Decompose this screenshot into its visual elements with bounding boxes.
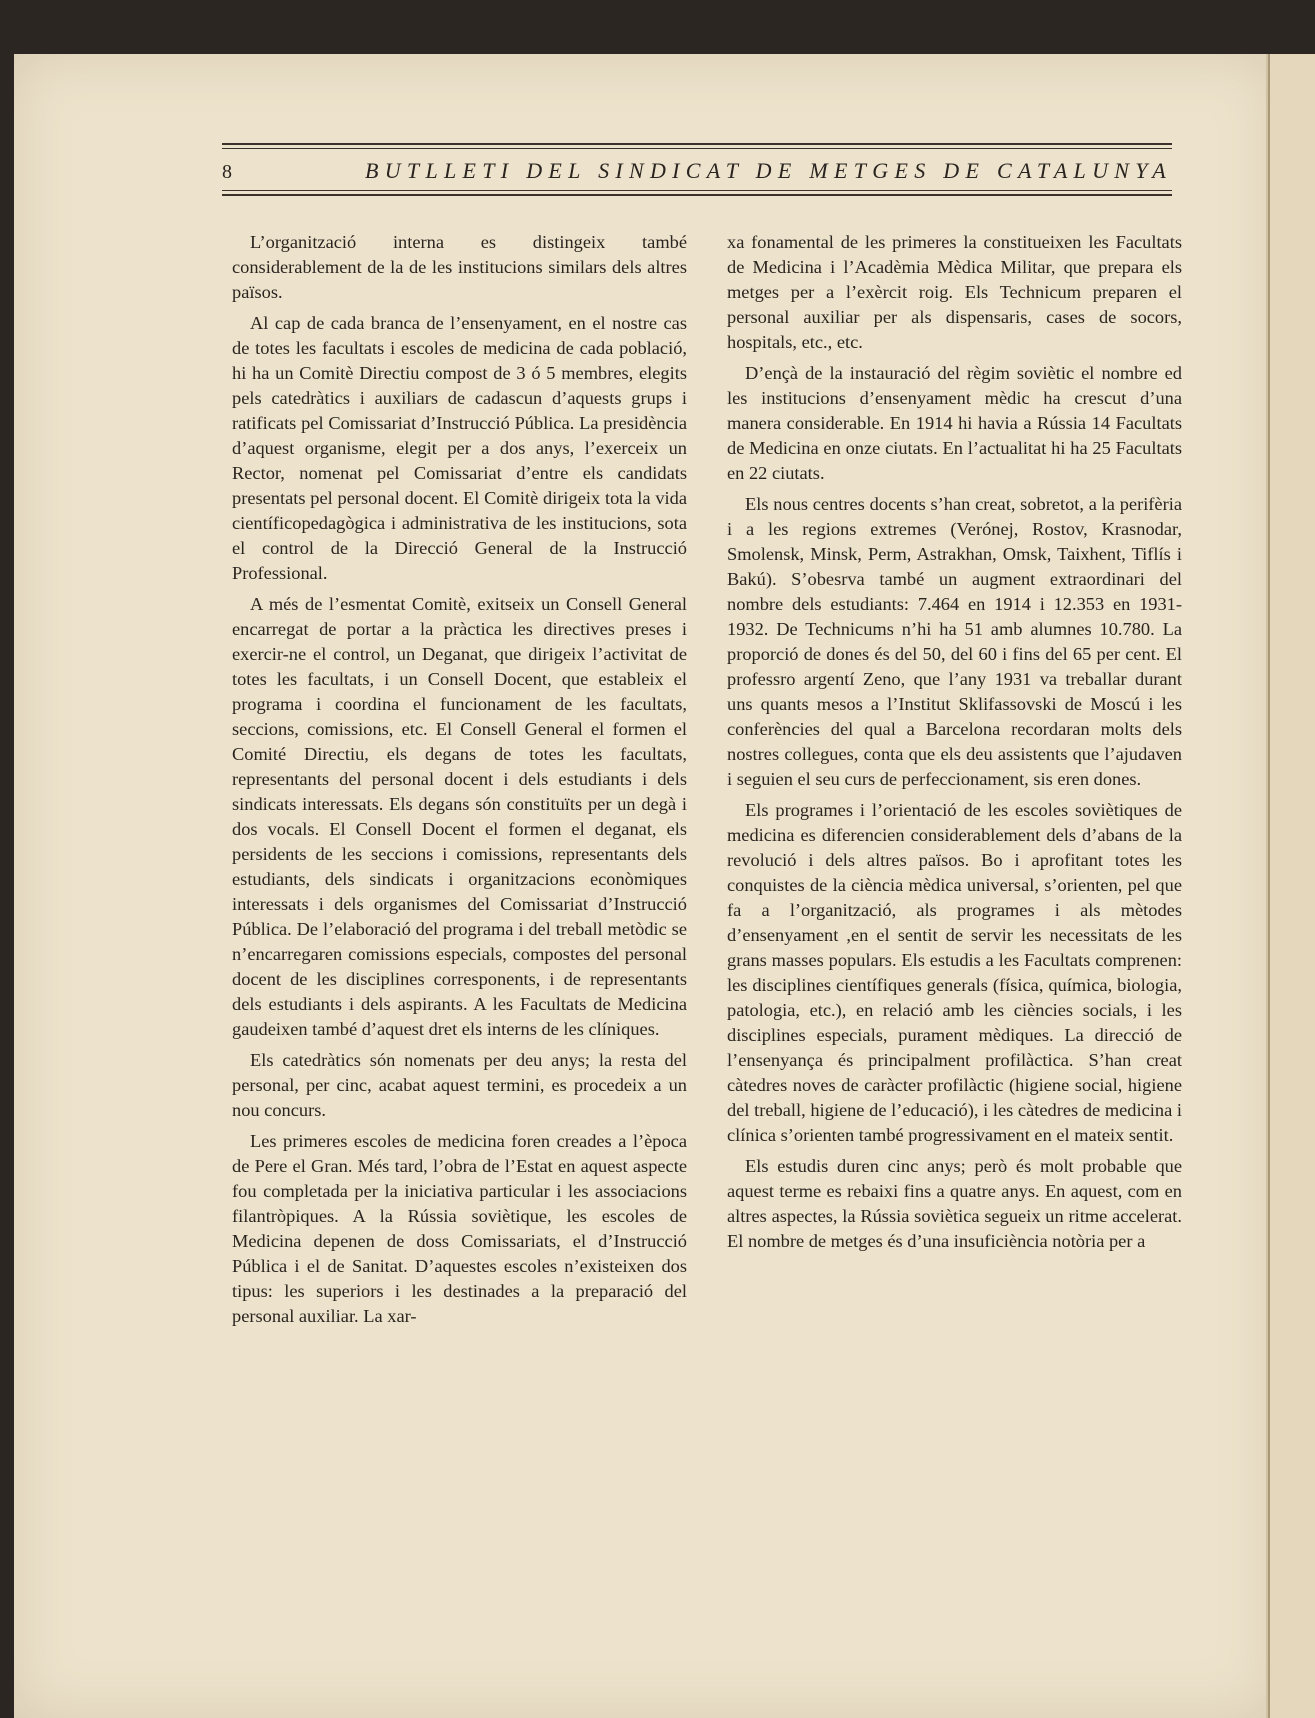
running-header	[222, 143, 1172, 199]
paragraph: Els nous centres docents s’han creat, sobretot, a la perifèria i a les regions extremes (Verónej, Rostov, Krasnodar, Smolensk, Minsk, Perm, Astrakhan, Omsk, Taixhent, Tiflís i Bakú). S’obesrva també un augment extraordinari del nombre dels estudiants: 7.464 en 1914 i 12.353 en 1931-1932. De Technicums n’hi ha 51 amb alumnes 10.780. La proporció de dones és del 50, del 60 i fins del 65 per cent. El professro argentí Zeno, que l’any 1931 va treballar durant uns quants mesos a l’Institut Sklifassovski de Moscú i les conferències del qual a Barcelona recordaran molts dels nostres collegues, conta que els deu assistents que l’ajudaven i seguien el seu curs de perfeccionament, sis eren dones.	[727, 494, 1182, 789]
paragraph-continued: xa fonamental de les primeres la constitueixen les Facultats de Medicina i l’Acadèmia Mèdica Militar, que prepara els metges per a l’exèrcit roig. Els Technicum preparen el personal auxiliar per als dispensaris, cases de socors, hospitals, etc., etc.	[727, 232, 1182, 352]
paragraph: Al cap de cada branca de l’ensenyament, en el nostre cas de totes les facultats i escoles de medicina de cada població, hi ha un Comitè Directiu compost de 3 ó 5 membres, elegits pels catedràtics i auxiliars de cadascun d’aquests grups i ratificats pel Comissariat d’Instrucció Pública. La presidència d’aquest organisme, elegit per a dos anys, l’exerceix un Rector, nomenat pel Comissariat d’entre els candidats presentats pel personal docent. El Comitè dirigeix tota la vida científicopedagògica i administrativa de les institucions, sota el control de la Direcció General de la Instrucció Professional.	[232, 313, 687, 583]
header-rule-bottom-thin	[222, 190, 1172, 191]
page-number: 8	[222, 161, 232, 183]
paragraph: Els programes i l’orientació de les escoles soviètiques de medicina es diferencien considerablement dels d’abans de la revolució i dels altres països. Bo i aprofitant totes les conquistes de la ciència mèdica universal, s’orienten, pel que fa a l’organització, als programes i als mètodes d’ensenyament ,en el sentit de servir les necessitats de les grans masses populars. Els estudis a les Facultats comprenen: les disciplines científiques generals (física, química, biologia, patologia, etc.), en relació amb les ciències socials, i les disciplines especials, purament mèdiques. La direcció de l’ensenyança és principalment profilàctica. S’han creat càtedres noves de caràcter profilàctic (higiene social, higiene del treball, higiene de l’educació), i les càtedres de medicina i clínica s’orienten també progressivament en el mateix sentit.	[727, 800, 1182, 1145]
paragraph: D’ençà de la instauració del règim soviètic el nombre ed les institucions d’ensenyament mèdic ha crescut d’una manera considerable. En 1914 hi havia a Rússia 14 Facultats de Medicina en onze ciutats. En l’actualitat hi ha 25 Facultats en 22 ciutats.	[727, 363, 1182, 483]
left-column	[232, 230, 687, 1329]
body-columns	[232, 230, 1182, 1329]
header-rule-top-thin	[222, 148, 1172, 149]
paragraph: Les primeres escoles de medicina foren creades a l’època de Pere el Gran. Més tard, l’obra de l’Estat en aquest aspecte fou completada per la iniciativa particular i les associacions filantròpiques. A la Rússia soviètique, les escoles de Medicina depenen de doss Comissariats, el d’Instrucció Pública i el de Sanitat. D’aquestes escoles n’existeixen dos tipus: les superiors i les destinades a la preparació del personal auxiliar. La xar-	[232, 1131, 687, 1326]
next-page-edge	[1268, 54, 1315, 1718]
header-row	[222, 152, 1172, 190]
paragraph: L’organització interna es distingeix també considerablement de la de les institucions similars dels altres països.	[232, 232, 687, 302]
paragraph: Els catedràtics són nomenats per deu anys; la resta del personal, per cinc, acabat aquest termini, es procedeix a un nou concurs.	[232, 1050, 687, 1120]
paragraph: A més de l’esmentat Comitè, exitseix un Consell General encarregat de portar a la pràctica les directives preses i exercir-ne el control, un Deganat, que dirigeix l’activitat de totes les facultats, i un Consell Docent, que estableix el programa i coordina el funcionament de les facultats, seccions, comissions, etc. El Consell General el formen el Comité Directiu, els degans de totes les facultats, representants del personal docent i dels estudiants i dels sindicats interessats. Els degans són constituïts per un degà i dos vocals. El Consell Docent el formen el deganat, els persidents de les seccions i comissions, representants dels estudiants, dels sindicats i organitzacions econòmiques interessats i dels organismes del Comissariat d’Instrucció Pública. De l’elaboració del programa i del treball metòdic se n’encarregaren comissions especials, compostes del personal docent de les disciplines corresponents, i de representants dels estudiants i dels aspirants. A les Facultats de Medicina gaudeixen també d’aquest dret els interns de les clíniques.	[232, 594, 687, 1039]
journal-title: BUTLLETI DEL SINDICAT DE METGES DE CATALUNYA	[365, 158, 1172, 183]
header-rule-bottom	[222, 194, 1172, 196]
paragraph: Els estudis duren cinc anys; però és molt probable que aquest terme es rebaixi fins a quatre anys. En aquest, com en altres aspectes, la Rússia soviètica segueix un ritme accelerat. El nombre de metges és d’una insuficiència notòria per a	[727, 1156, 1182, 1251]
right-column	[727, 230, 1182, 1329]
header-rule-top	[222, 143, 1172, 145]
